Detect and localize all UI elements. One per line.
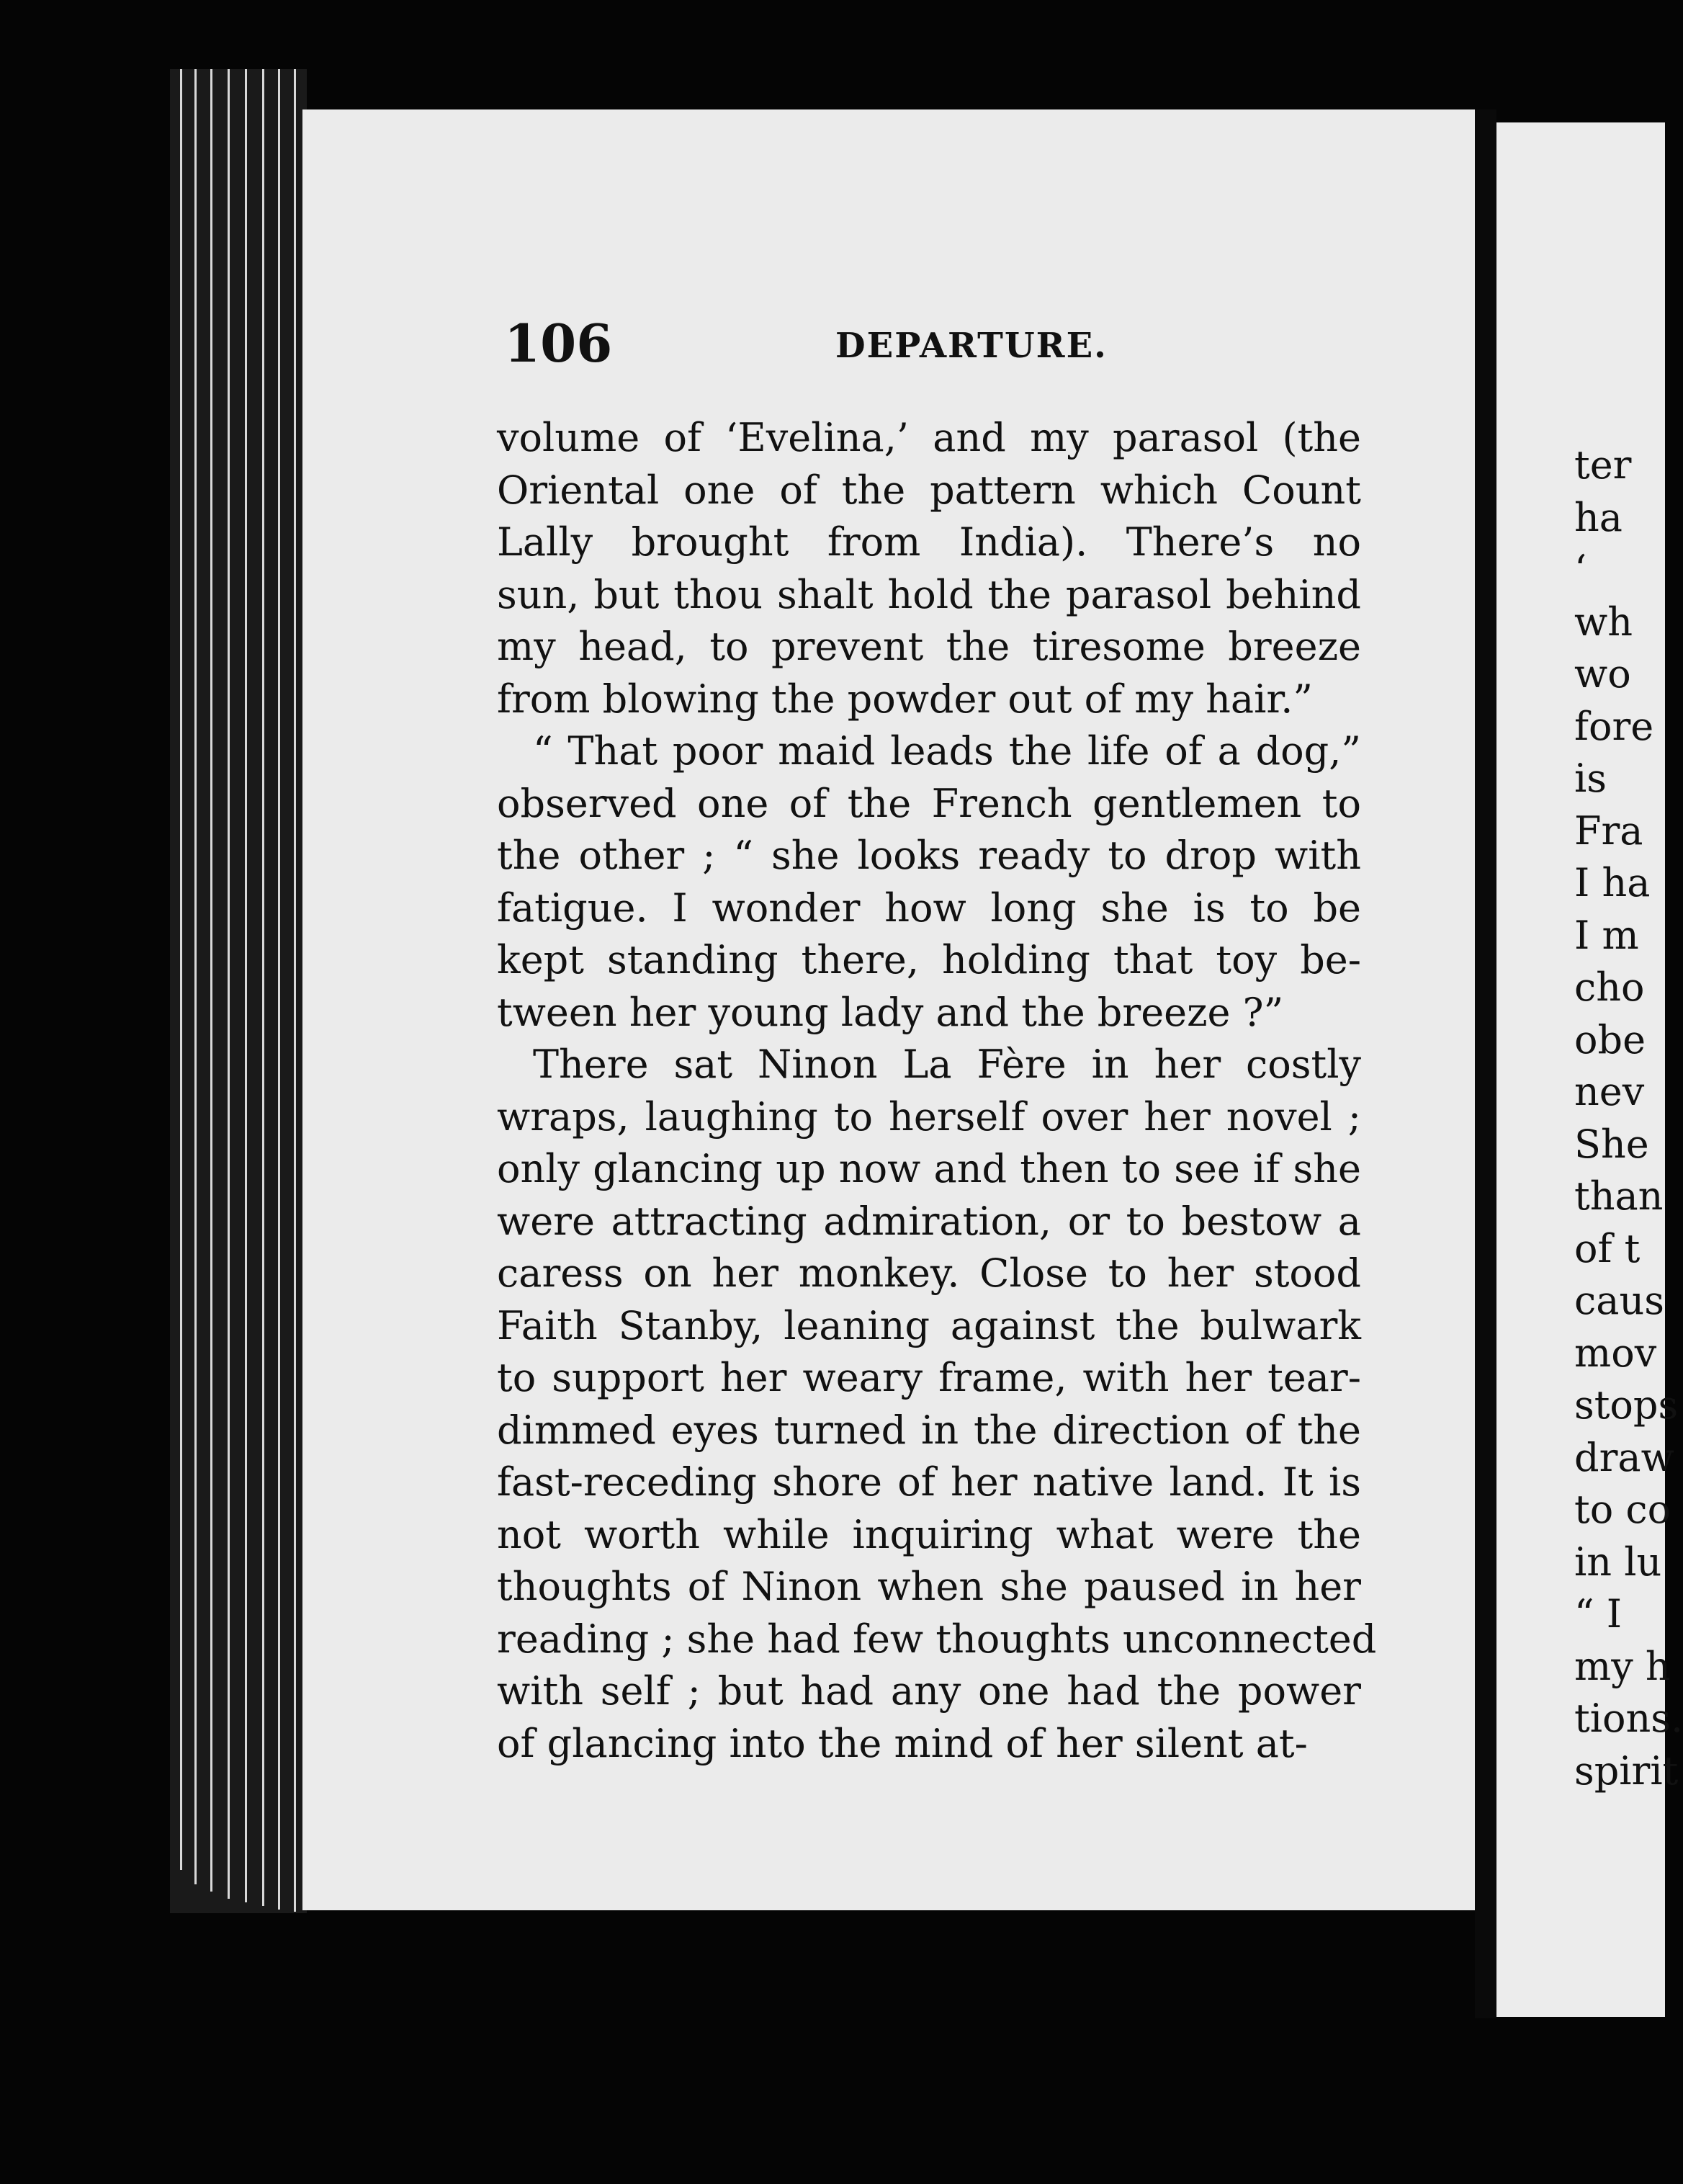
text-line: Faith Stanby, leaning against the bulwark [497,1302,1361,1348]
facing-text-line: tions. [1574,1696,1683,1741]
facing-text-line: She [1574,1121,1649,1167]
facing-text-line: wh [1574,599,1633,645]
facing-text-line: I ha [1574,860,1651,905]
facing-text-line: mov [1574,1330,1657,1376]
page-edge-line [262,69,264,1906]
text-line: only glancing up now and then to see if she [497,1146,1361,1191]
facing-text-line: fore [1574,703,1654,749]
text-line: sun, but thou shalt hold the parasol behind [497,571,1361,617]
body-text [497,412,1377,1770]
facing-text-line: cho [1574,965,1645,1010]
facing-text-line: wo [1574,651,1631,697]
facing-text-line: nev [1574,1069,1645,1114]
facing-text-line: of t [1574,1225,1641,1271]
text-line: observed one of the French gentlemen to [497,780,1361,826]
facing-text-line: to co [1574,1487,1671,1532]
facing-text-line: is [1574,756,1607,801]
text-line: caress on her monkey. Close to her stood [497,1250,1361,1296]
text-line: dimmed eyes turned in the direction of the [497,1407,1361,1453]
text-line: not worth while inquiring what were the [497,1511,1361,1557]
facing-text-line: ter [1574,442,1632,488]
facing-text-line: Fra [1574,807,1643,854]
page-number: 106 [504,313,613,374]
text-line: kept standing there, holding that toy be- [497,937,1361,983]
facing-text-line: caus [1574,1278,1664,1323]
page-edge-line [278,69,280,1910]
facing-text-line: obe [1574,1016,1646,1062]
running-head: DEPARTURE. [835,326,1108,366]
page-edge-line [245,69,247,1902]
text-line: wraps, laughing to herself over her novel ; [497,1093,1361,1140]
text-line: reading ; she had few thoughts unconnected [497,1616,1377,1662]
page-edge-line [228,69,230,1899]
text-line: from blowing the powder out of my hair.” [497,676,1314,722]
facing-text-line: stops [1574,1382,1679,1428]
facing-text-line: my h [1574,1643,1671,1689]
facing-text-line: spirit [1574,1747,1679,1794]
text-line: volume of ‘Evelina,’ and my parasol (the [497,415,1361,460]
text-line: were attracting admiration, or to bestow a [497,1198,1361,1244]
text-line: There sat Ninon La Fère in her costly [533,1042,1361,1087]
text-line: the other ; “ she looks ready to drop with [497,833,1361,878]
facing-text-line: ‘ [1574,547,1587,592]
text-line: Lally brought from India). There’s no [497,519,1361,565]
page-edge-line [210,69,212,1892]
page-edges [170,69,307,1913]
text-line: of glancing into the mind of her silent at- [497,1720,1308,1766]
text-line: thoughts of Ninon when she paused in her [497,1564,1361,1609]
facing-text-line: in lu [1574,1539,1662,1585]
facing-text-line: ha [1574,494,1623,540]
facing-page [1496,122,1683,2017]
page-edge-line [194,69,197,1884]
facing-text-line: I m [1574,912,1639,958]
facing-page-text [1574,439,1683,1797]
text-line: tween her young lady and the breeze ?” [497,989,1284,1035]
facing-text-line: “ I [1574,1591,1623,1637]
page-edge-line [180,69,182,1870]
book-gutter [1475,109,1496,2018]
facing-text-line: draw [1574,1434,1674,1480]
facing-text-line: than [1574,1173,1664,1219]
text-line: to support her weary frame, with her tear- [497,1355,1361,1400]
text-line: fatigue. I wonder how long she is to be [497,885,1361,931]
text-line: with self ; but had any one had the power [497,1668,1361,1714]
page-edge-line [294,69,296,1912]
left-page [302,109,1475,1910]
text-line: my head, to prevent the tiresome breeze [497,624,1361,669]
text-line: “ That poor maid leads the life of a dog,” [533,728,1361,774]
text-line: fast-receding shore of her native land. It is [497,1459,1361,1505]
text-line: Oriental one of the pattern which Count [497,467,1361,513]
